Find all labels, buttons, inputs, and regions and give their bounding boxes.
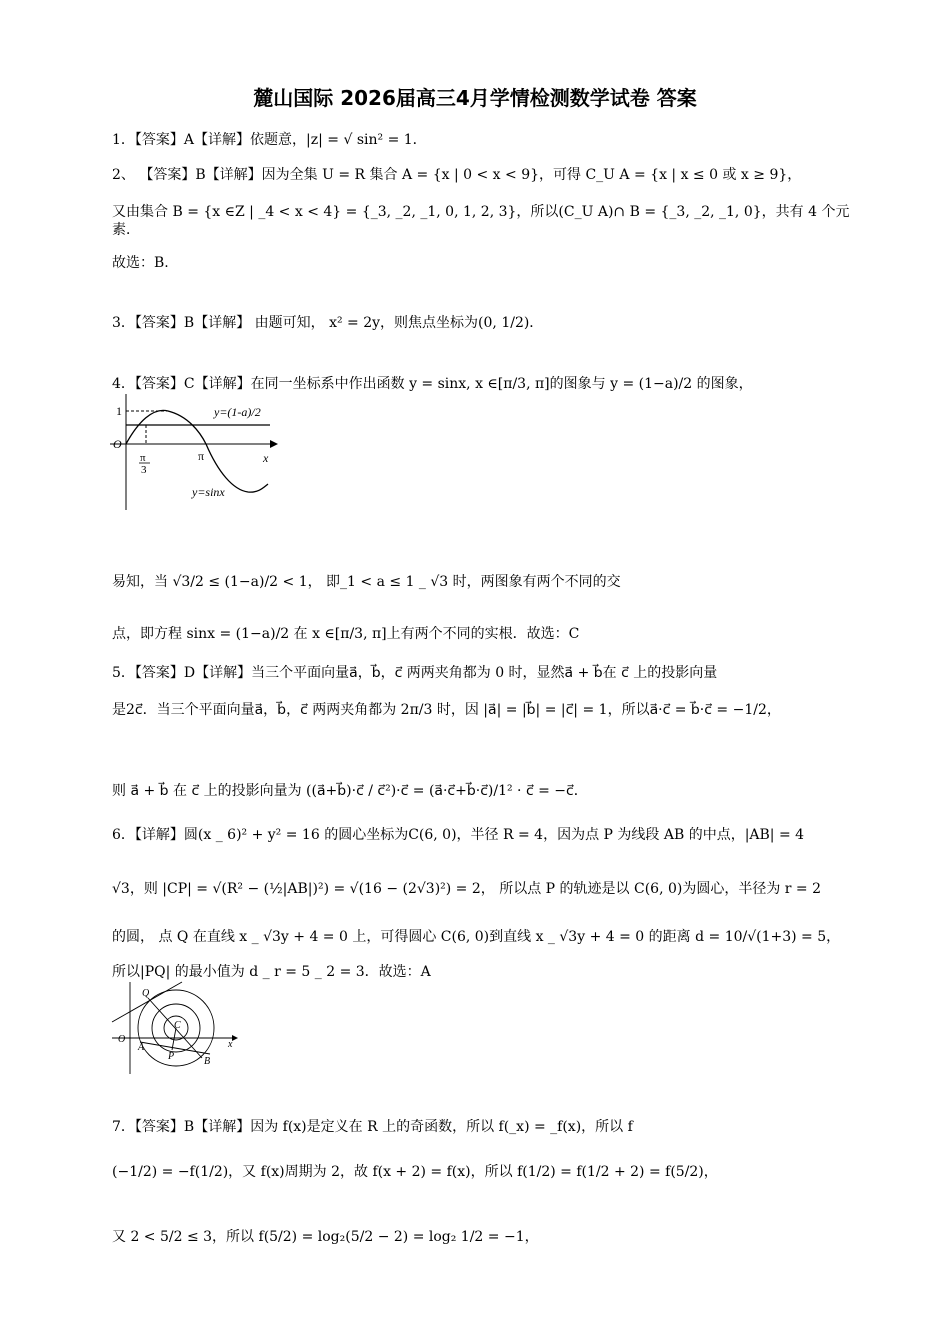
q7-line-2: (−1/2) = −f(1/2)，又 f(x)周期为 2，故 f(x + 2) = f(x)，所以 f(1/2) = f(1/2 + 2) = f(5/2)，: [112, 1164, 718, 1180]
page-title: 麓山国际 2026届高三4月学情检测数学试卷 答案: [253, 86, 697, 110]
label-c: C: [174, 1020, 181, 1031]
label-x: x: [263, 451, 269, 465]
q1-line: 1．【答案】A【详解】依题意，|z| = √ sin² = 1．: [112, 132, 427, 148]
q4-line-3: 点，即方程 sinx = (1−a)/2 在 x ∈[π/3, π]上有两个不同的实根．故选：C: [112, 626, 580, 642]
label-origin: O: [113, 437, 122, 451]
label-pi: π: [198, 449, 205, 463]
q2-line-3: 故选：B.: [112, 255, 169, 271]
label-pi-third-bottom: 3: [141, 464, 147, 476]
label-curve: y=sinx: [192, 485, 225, 499]
segment-cp: [172, 1028, 176, 1050]
q4-line-1: 4．【答案】C【详解】在同一坐标系中作出函数 y = sinx, x ∈[π/3, π]的图象与 y = (1−a)/2 的图象，: [112, 376, 753, 392]
q5-line-3: 则 a⃗ + b⃗ 在 c⃗ 上的投影向量为 ((a⃗+b⃗)·c⃗ / c⃗²)·c⃗ = (a⃗·c⃗+b⃗·c⃗)/1² · c⃗ = −c⃗．: [112, 783, 588, 799]
x-axis-arrow: [232, 1035, 238, 1041]
sine-graph-figure: [108, 392, 278, 512]
label-p: P: [168, 1051, 175, 1062]
circle-figure: [110, 980, 242, 1076]
q5-line-2: 是2c⃗．当三个平面向量a⃗，b⃗，c⃗ 两两夹角都为 2π/3 时，因 |a⃗| = |b⃗| = |c⃗| = 1，所以a⃗·c⃗ = b⃗·c⃗ = −1/2，: [112, 702, 781, 718]
label-pi-third-top: π: [140, 452, 146, 464]
x-axis-arrow: [270, 440, 278, 448]
q6-line-2: √3，则 |CP| = √(R² − (½|AB|)²) = √(16 − (2√3)²) = 2， 所以点 P 的轨迹是以 C(6, 0)为圆心，半径为 r = 2: [112, 881, 822, 897]
q2-line-1: 2、 【答案】B【详解】因为全集 U = R 集合 A = {x | 0 < x < 9}，可得 C_U A = {x | x ≤ 0 或 x ≥ 9}，: [112, 167, 802, 183]
q3-line: 3．【答案】B【详解】 由题可知， x² = 2y，则焦点坐标为(0, 1/2)．: [112, 315, 544, 331]
q7-line-3: 又 2 < 5/2 ≤ 3，所以 f(5/2) = log₂(5/2 − 2) = log₂ 1/2 = −1，: [112, 1229, 539, 1245]
label-o: O: [118, 1034, 126, 1045]
label-x: x: [228, 1039, 233, 1050]
q7-line-1: 7．【答案】B【详解】因为 f(x)是定义在 R 上的奇函数，所以 f(_x) = _f(x)，所以 f: [112, 1119, 633, 1135]
label-q: Q: [142, 988, 150, 999]
q5-line-1: 5．【答案】D【详解】当三个平面向量a⃗，b⃗，c⃗ 两两夹角都为 0 时，显然a⃗ + b⃗在 c⃗ 上的投影向量: [112, 665, 718, 681]
label-b: B: [204, 1056, 211, 1067]
sine-curve: [126, 410, 268, 492]
q4-line-2: 易知，当 √3/2 ≤ (1−a)/2 < 1， 即_1 < a ≤ 1 _ √3 时，两图象有两个不同的交: [112, 574, 621, 590]
label-line: y=(1-a)/2: [214, 405, 261, 419]
q2-line-2: 又由集合 B = {x ∈Z | _4 < x < 4} = {_3, _2, _1, 0, 1, 2, 3}，所以(C_U A)∩ B = {_3, _2, _1, 0}，共有 4 个元素．: [112, 204, 850, 238]
label-a: A: [138, 1042, 145, 1053]
label-one: 1: [116, 404, 122, 418]
q6-line-1: 6．【详解】圆(x _ 6)² + y² = 16 的圆心坐标为C(6, 0)，半径 R = 4，因为点 P 为线段 AB 的中点，|AB| = 4: [112, 827, 805, 843]
q6-line-3: 的圆， 点 Q 在直线 x _ √3y + 4 = 0 上，可得圆心 C(6, 0)到直线 x _ √3y + 4 = 0 的距离 d = 10/√(1+3) = 5，: [112, 929, 841, 945]
q6-line-4: 所以|PQ| 的最小值为 d _ r = 5 _ 2 = 3．故选：A: [112, 964, 431, 980]
